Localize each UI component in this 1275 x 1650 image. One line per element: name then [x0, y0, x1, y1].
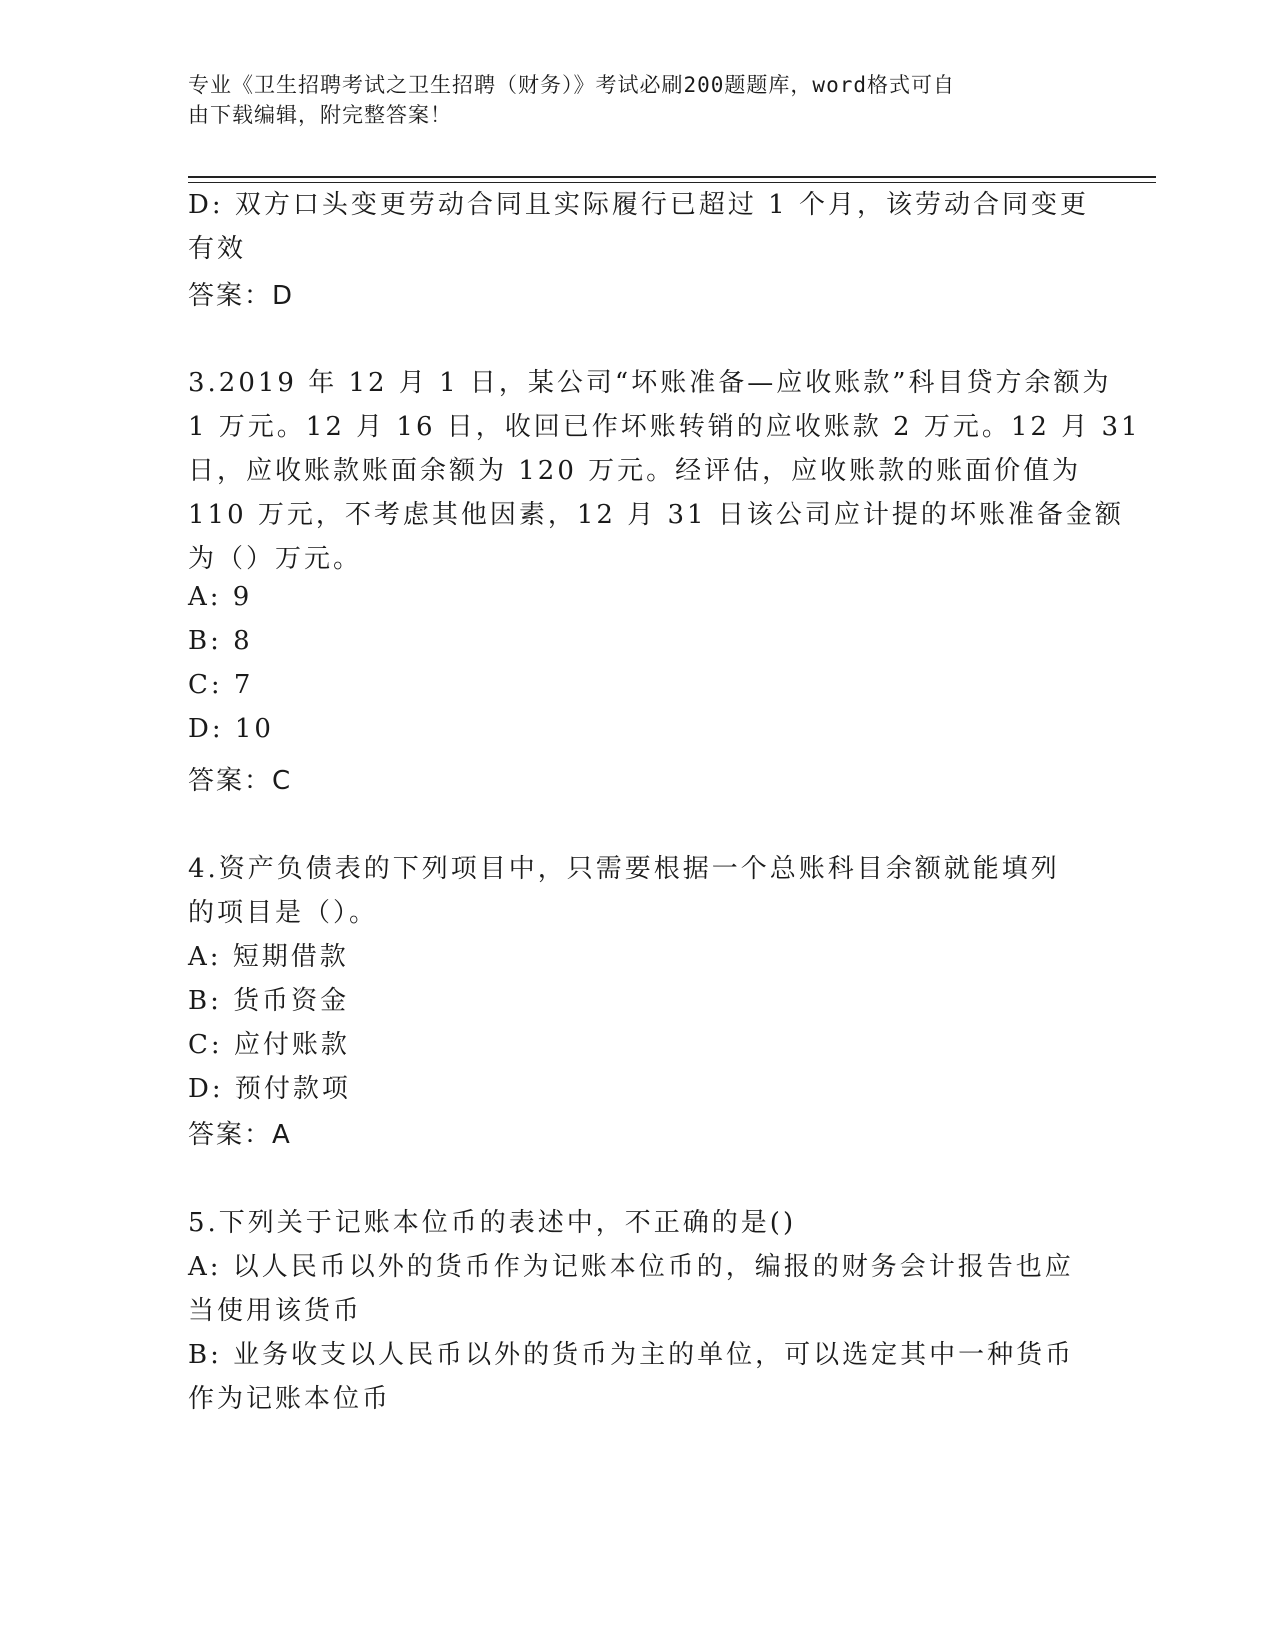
- document-header: [188, 70, 1068, 130]
- q5-option-a-line-1: A: 以人民币以外的货币作为记账本位币的，编报的财务会计报告也应: [188, 1252, 1074, 1282]
- q3-option-d: D: 10: [188, 714, 274, 744]
- q4-option-d: D: 预付款项: [188, 1074, 351, 1104]
- q3-stem-line-1: 3.2019 年 12 月 1 日，某公司“坏账准备—应收账款”科目贷方余额为: [188, 368, 1112, 398]
- q4-stem-line-2: 的项目是（）。: [188, 898, 379, 928]
- header-line-1: 专业《卫生招聘考试之卫生招聘（财务）》考试必刷200题题库，word格式可自: [188, 73, 955, 97]
- header-line-2: 由下载编辑，附完整答案！: [188, 103, 452, 127]
- q5-stem-line-1: 5.下列关于记账本位币的表述中，不正确的是(): [188, 1208, 797, 1238]
- q3-stem-line-3: 日，应收账款账面余额为 120 万元。经评估，应收账款的账面价值为: [188, 456, 1082, 486]
- q4-option-a: A: 短期借款: [188, 942, 349, 972]
- q5-option-b-line-2: 作为记账本位币: [188, 1384, 392, 1414]
- q3-option-c: C: 7: [188, 670, 254, 700]
- q3-option-b: B: 8: [188, 626, 253, 656]
- q2-option-d-line-2: 有效: [188, 234, 247, 264]
- q4-option-c: C: 应付账款: [188, 1030, 350, 1060]
- q4-answer: 答案：A: [188, 1120, 292, 1150]
- q3-option-a: A: 9: [188, 582, 253, 612]
- q3-stem-line-5: 为（）万元。: [188, 544, 363, 574]
- q4-option-b: B: 货币资金: [188, 986, 350, 1016]
- q5-option-a-line-2: 当使用该货币: [188, 1296, 363, 1326]
- header-divider-thick: [188, 176, 1156, 178]
- q4-stem-line-1: 4.资产负债表的下列项目中，只需要根据一个总账科目余额就能填列: [188, 854, 1060, 884]
- q3-stem-line-4: 110 万元，不考虑其他因素，12 月 31 日该公司应计提的坏账准备金额: [188, 500, 1124, 530]
- q5-option-b-line-1: B: 业务收支以人民币以外的货币为主的单位，可以选定其中一种货币: [188, 1340, 1075, 1370]
- q2-option-d-line-1: D: 双方口头变更劳动合同且实际履行已超过 1 个月，该劳动合同变更: [188, 190, 1089, 220]
- header-divider-thin: [188, 182, 1156, 183]
- q3-stem-line-2: 1 万元。12 月 16 日，收回已作坏账转销的应收账款 2 万元。12 月 31: [188, 412, 1141, 442]
- q3-answer: 答案：C: [188, 766, 293, 796]
- q2-answer: 答案：D: [188, 281, 295, 311]
